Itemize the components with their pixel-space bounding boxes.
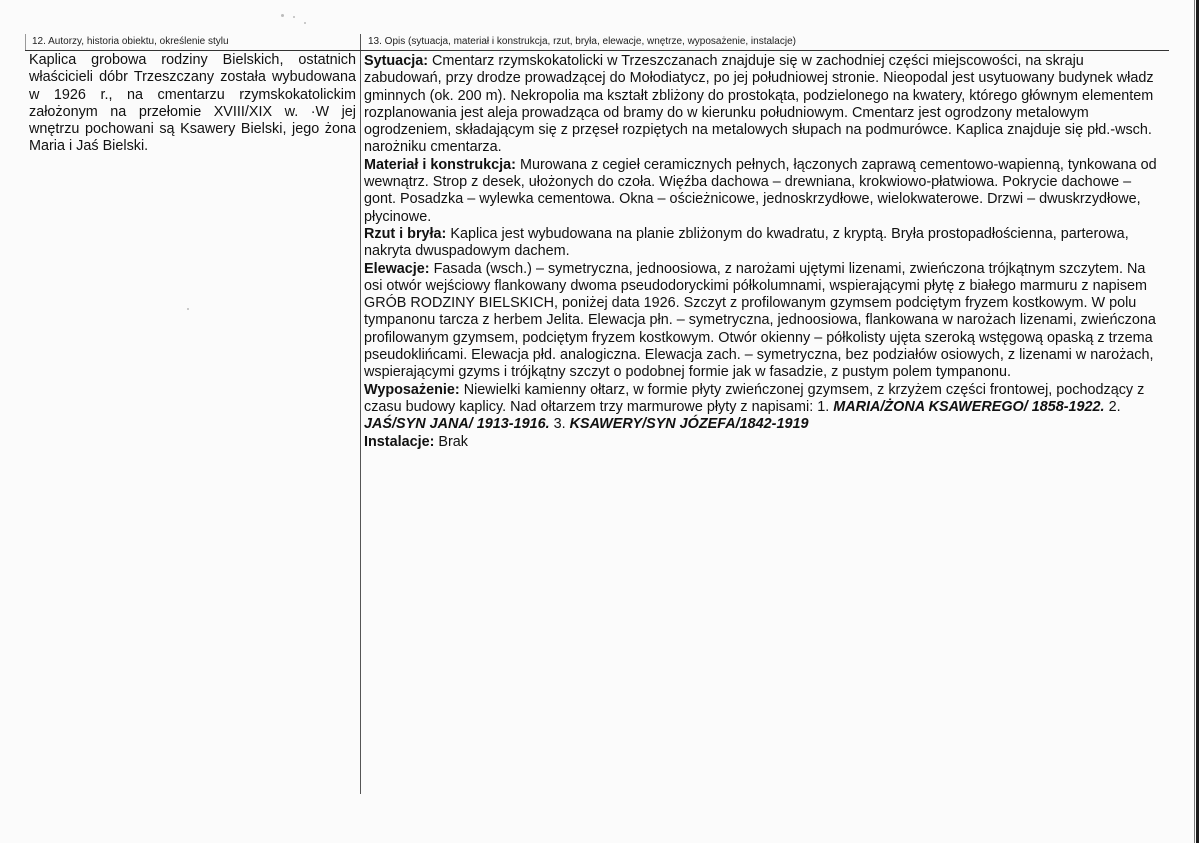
elewacje-paragraph bbox=[364, 261, 1164, 382]
scan-speck bbox=[187, 308, 189, 310]
inscription-sep-3: 3. bbox=[553, 416, 566, 433]
inscription-1: MARIA/ŻONA KSAWEREGO/ 1858-1922. bbox=[833, 398, 1105, 415]
elewacje-text: Fasada (wsch.) – symetryczna, jednoosiowa, z narożami ujętymi lizenami, zwieńczona trójkątnym szczytem. Na osi otwór wejściowy flankowany dwoma pseudodoryckimi półkolumnami, wspierającymi płytę z białego marmuru z napisem GRÓB RODZINY BIELSKICH, poniżej data 1926. Szczyt z profilowanym gzymsem podciętym fryzem kostkowym. W polu tympanonu tarcza z herbem Jelita. Elewacja płn. – symetryczna, jednoosiowa, flankowana w narożach lizenami, zwieńczona profilowanym gzymsem, podciętym fryzem kostkowym. Otwór okienny – półkolisty ujęta szeroką wstęgową opaską z trzema pseudoklińcami. Elewacja płd. analogiczna. Elewacja zach. – symetryczna, bez podziałów osiowych, z lizenami w narożach, wspierającymi gzyms i trójkątny szczyt o podobnej formie jak w fasadzie, z pustym polem tympanonu. bbox=[364, 260, 1156, 381]
scan-edge-shadow bbox=[1194, 0, 1195, 843]
rzut-paragraph bbox=[364, 226, 1164, 261]
scan-speck bbox=[281, 14, 284, 17]
scan-speck bbox=[293, 16, 295, 18]
material-paragraph bbox=[364, 157, 1164, 226]
wyposazenie-paragraph bbox=[364, 382, 1164, 434]
sytuacja-label: Sytuacja: bbox=[364, 53, 428, 69]
elewacje-label: Elewacje: bbox=[364, 260, 430, 277]
inscription-2: JAŚ/SYN JANA/ 1913-1916. bbox=[364, 416, 550, 433]
left-border-line bbox=[25, 34, 26, 50]
instalacje-text: Brak bbox=[438, 433, 468, 450]
wyposazenie-label: Wyposażenie: bbox=[364, 381, 460, 398]
instalacje-label: Instalacje: bbox=[364, 433, 435, 450]
description-column bbox=[364, 53, 1164, 451]
instalacje-paragraph bbox=[364, 434, 1164, 451]
column-divider bbox=[360, 34, 361, 794]
scan-speck bbox=[304, 22, 306, 24]
rzut-label: Rzut i bryła: bbox=[364, 225, 447, 242]
material-text: Murowana z cegieł ceramicznych pełnych, łączonych zaprawą cementowo-wapienną, tynkowana od wewnątrz. Strop z desek, ułożonych do czoła. Więźba dachowa – drewniana, krokwiowo-płatwiowa. Pokrycie dachowe – gont. Posadzka – wylewka cementowa. Okna – ościeżnicowe, jednoskrzydłowe, wielokwaterowe. Drzwi – dwuskrzydłowe, płycinowe. bbox=[364, 156, 1157, 225]
history-column bbox=[29, 52, 356, 156]
sytuacja-paragraph bbox=[364, 53, 1164, 157]
inscription-3: KSAWERY/SYN JÓZEFA/1842-1919 bbox=[569, 416, 809, 433]
sytuacja-text: Cmentarz rzymskokatolicki w Trzeszczanach znajduje się w zachodniej części miejscowości, na skraju zabudowań, przy drodze prowadzącej do Mołodiatycz, po jej południowej stronie. Nieopodal jest usytuowany budynek władz gminnych (ok. 200 m). Nekropolia ma kształt zbliżony do prostokąta, podzielonego na kwatery, którego głównym elementem rozplanowania jest aleja prowadząca od bramy do w kierunku południowym. Cmentarz jest ogrodzony metalowym ogrodzeniem, składającym się z przęseł rozpiętych na metalowych słupach na podmurówce. Kaplica znajduje się płd.-wsch. narożniku cmentarza. bbox=[364, 53, 1154, 156]
header-rule-right bbox=[361, 50, 1169, 51]
rzut-text: Kaplica jest wybudowana na planie zbliżonym do kwadratu, z kryptą. Bryła prostopadłościenna, parterowa, nakryta dwuspadowym dachem. bbox=[364, 225, 1129, 260]
section-12-header: 12. Autorzy, historia obiektu, określenie stylu bbox=[32, 36, 229, 47]
wyposazenie-text: Niewielki kamienny ołtarz, w formie płyty zwieńczonej gzymsem, z krzyżem części frontowej, pochodzący z czasu budowy kaplicy. Nad ołtarzem trzy marmurowe płyty z napisami: 1. bbox=[364, 381, 1145, 415]
header-rule-left bbox=[25, 50, 361, 51]
material-label: Materiał i konstrukcja: bbox=[364, 156, 516, 173]
history-text: Kaplica grobowa rodziny Bielskich, ostatnich właścicieli dóbr Trzeszczany została wybudowana w 1926 r., na cmentarzu rzymskokatolickim założonym na przełomie XVIII/XIX w. ·W jej wnętrzu pochowani są Ksawery Bielski, jego żona Maria i Jaś Bielski. bbox=[29, 52, 356, 155]
section-13-header: 13. Opis (sytuacja, materiał i konstrukcja, rzut, bryła, elewacje, wnętrze, wyposażenie, instalacje) bbox=[368, 36, 796, 47]
inscription-sep-2: 2. bbox=[1108, 398, 1121, 415]
